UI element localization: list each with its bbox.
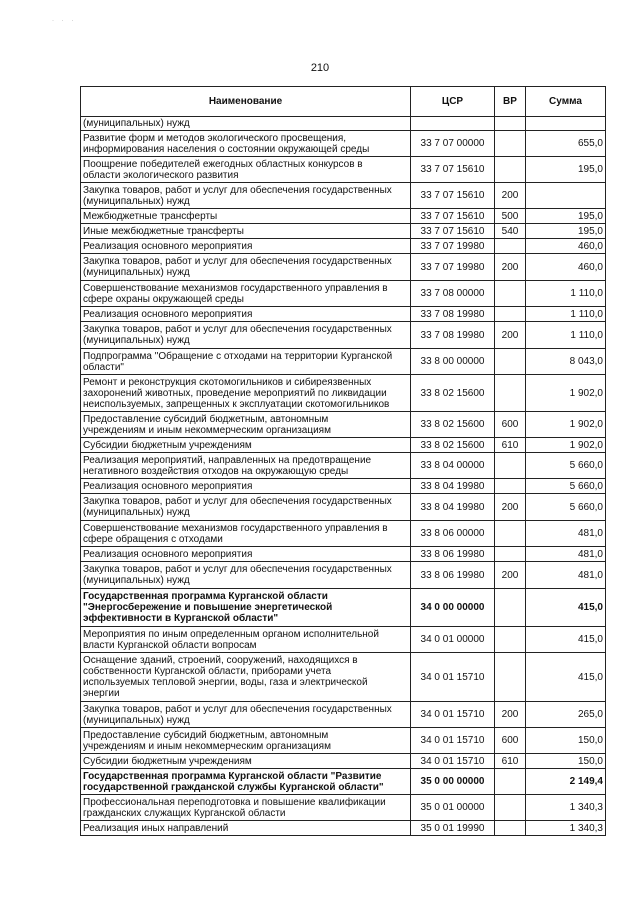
table-row bbox=[81, 728, 606, 754]
page-number: 210 bbox=[310, 62, 330, 74]
row-name-cell: Реализация основного мероприятия bbox=[81, 239, 411, 254]
row-csr-cell: 33 8 02 15600 bbox=[411, 412, 495, 438]
row-vr-cell bbox=[495, 769, 526, 795]
row-csr-cell: 34 0 01 00000 bbox=[411, 627, 495, 653]
row-name-cell: Реализация основного мероприятия bbox=[81, 307, 411, 322]
row-sum-cell: 415,0 bbox=[526, 589, 606, 627]
row-vr-cell bbox=[495, 239, 526, 254]
table-row bbox=[81, 627, 606, 653]
row-name-cell: Иные межбюджетные трансферты bbox=[81, 224, 411, 239]
row-name-cell: Оснащение зданий, строений, сооружений, находящихся в собственности Курганской области, приборами учета используемых тепловой энергии, воды, газа и электрической энергии bbox=[81, 653, 411, 702]
row-csr-cell: 33 8 06 19980 bbox=[411, 547, 495, 562]
row-name-cell: Закупка товаров, работ и услуг для обеспечения государственных (муниципальных) нужд bbox=[81, 254, 411, 281]
table-row bbox=[81, 769, 606, 795]
row-sum-cell: 1 110,0 bbox=[526, 307, 606, 322]
row-sum-cell bbox=[526, 183, 606, 209]
row-sum-cell: 1 902,0 bbox=[526, 438, 606, 453]
row-name-cell: Закупка товаров, работ и услуг для обеспечения государственных (муниципальных) нужд bbox=[81, 562, 411, 589]
row-csr-cell: 34 0 01 15710 bbox=[411, 728, 495, 754]
column-header-sum: Сумма bbox=[526, 87, 606, 117]
row-sum-cell: 195,0 bbox=[526, 224, 606, 239]
row-sum-cell: 460,0 bbox=[526, 239, 606, 254]
row-csr-cell: 33 7 07 19980 bbox=[411, 239, 495, 254]
row-sum-cell: 5 660,0 bbox=[526, 453, 606, 479]
table-row bbox=[81, 754, 606, 769]
row-name-cell: Профессиональная переподготовка и повышение квалификации гражданских служащих Курганской области bbox=[81, 795, 411, 821]
row-csr-cell bbox=[411, 117, 495, 131]
table-row bbox=[81, 322, 606, 349]
row-sum-cell: 150,0 bbox=[526, 754, 606, 769]
row-sum-cell: 481,0 bbox=[526, 547, 606, 562]
table-row bbox=[81, 157, 606, 183]
row-name-cell: Предоставление субсидий бюджетным, автономным учреждениям и иным некоммерческим организациям bbox=[81, 412, 411, 438]
table-row bbox=[81, 653, 606, 702]
row-vr-cell bbox=[495, 521, 526, 547]
row-sum-cell: 460,0 bbox=[526, 254, 606, 281]
row-name-cell: Совершенствование механизмов государственного управления в сфере охраны окружающей среды bbox=[81, 281, 411, 307]
table-body bbox=[81, 117, 606, 836]
row-csr-cell: 33 8 06 00000 bbox=[411, 521, 495, 547]
row-name-cell: Реализация основного мероприятия bbox=[81, 479, 411, 494]
row-csr-cell: 33 7 07 19980 bbox=[411, 254, 495, 281]
row-csr-cell: 34 0 01 15710 bbox=[411, 653, 495, 702]
row-vr-cell: 200 bbox=[495, 254, 526, 281]
row-vr-cell bbox=[495, 589, 526, 627]
column-header-name: Наименование bbox=[81, 87, 411, 117]
row-name-cell: Предоставление субсидий бюджетным, автономным учреждениям и иным некоммерческим организациям bbox=[81, 728, 411, 754]
row-name-cell: Реализация основного мероприятия bbox=[81, 547, 411, 562]
row-vr-cell bbox=[495, 453, 526, 479]
row-vr-cell: 610 bbox=[495, 754, 526, 769]
table-row bbox=[81, 239, 606, 254]
row-sum-cell: 5 660,0 bbox=[526, 479, 606, 494]
row-name-cell: Поощрение победителей ежегодных областных конкурсов в области экологического развития bbox=[81, 157, 411, 183]
row-sum-cell: 415,0 bbox=[526, 627, 606, 653]
row-name-cell: Закупка товаров, работ и услуг для обеспечения государственных (муниципальных) нужд bbox=[81, 702, 411, 728]
row-csr-cell: 33 8 06 19980 bbox=[411, 562, 495, 589]
row-csr-cell: 33 8 04 00000 bbox=[411, 453, 495, 479]
row-csr-cell: 33 8 02 15600 bbox=[411, 438, 495, 453]
table-row bbox=[81, 281, 606, 307]
row-name-cell: Государственная программа Курганской области "Развитие государственной гражданской службы Курганской области" bbox=[81, 769, 411, 795]
row-name-cell: Межбюджетные трансферты bbox=[81, 209, 411, 224]
row-sum-cell: 8 043,0 bbox=[526, 349, 606, 375]
row-vr-cell bbox=[495, 375, 526, 412]
row-name-cell: Закупка товаров, работ и услуг для обеспечения государственных (муниципальных) нужд bbox=[81, 183, 411, 209]
row-vr-cell bbox=[495, 307, 526, 322]
table-row bbox=[81, 562, 606, 589]
row-name-cell: Развитие форм и методов экологического просвещения, информирования населения о состоянии окружающей среды bbox=[81, 131, 411, 157]
row-vr-cell: 600 bbox=[495, 728, 526, 754]
table-row bbox=[81, 224, 606, 239]
row-name-cell: Подпрограмма "Обращение с отходами на территории Курганской области" bbox=[81, 349, 411, 375]
row-vr-cell bbox=[495, 627, 526, 653]
row-name-cell: Реализация иных направлений bbox=[81, 821, 411, 836]
table-row bbox=[81, 479, 606, 494]
table-row bbox=[81, 547, 606, 562]
column-header-csr: ЦСР bbox=[411, 87, 495, 117]
row-csr-cell: 33 7 07 15610 bbox=[411, 157, 495, 183]
row-vr-cell bbox=[495, 157, 526, 183]
table-row bbox=[81, 307, 606, 322]
row-csr-cell: 33 7 08 19980 bbox=[411, 322, 495, 349]
row-vr-cell bbox=[495, 349, 526, 375]
table-row bbox=[81, 412, 606, 438]
row-sum-cell: 265,0 bbox=[526, 702, 606, 728]
row-vr-cell: 200 bbox=[495, 322, 526, 349]
row-csr-cell: 33 8 04 19980 bbox=[411, 494, 495, 521]
table-row bbox=[81, 494, 606, 521]
table-row bbox=[81, 453, 606, 479]
table-row bbox=[81, 795, 606, 821]
table-row bbox=[81, 131, 606, 157]
table-row bbox=[81, 821, 606, 836]
row-name-cell: Государственная программа Курганской области "Энергосбережение и повышение энергетической эффективности в Курганской области" bbox=[81, 589, 411, 627]
row-sum-cell: 5 660,0 bbox=[526, 494, 606, 521]
row-name-cell: Закупка товаров, работ и услуг для обеспечения государственных (муниципальных) нужд bbox=[81, 322, 411, 349]
row-vr-cell bbox=[495, 131, 526, 157]
table-row bbox=[81, 349, 606, 375]
row-name-cell: Закупка товаров, работ и услуг для обеспечения государственных (муниципальных) нужд bbox=[81, 494, 411, 521]
row-csr-cell: 33 7 08 00000 bbox=[411, 281, 495, 307]
row-vr-cell: 200 bbox=[495, 494, 526, 521]
table-row bbox=[81, 589, 606, 627]
row-sum-cell: 1 340,3 bbox=[526, 821, 606, 836]
row-csr-cell: 35 0 01 00000 bbox=[411, 795, 495, 821]
row-csr-cell: 33 8 04 19980 bbox=[411, 479, 495, 494]
row-csr-cell: 33 7 08 19980 bbox=[411, 307, 495, 322]
row-sum-cell: 150,0 bbox=[526, 728, 606, 754]
row-csr-cell: 33 7 07 00000 bbox=[411, 131, 495, 157]
row-sum-cell: 195,0 bbox=[526, 157, 606, 183]
row-sum-cell: 1 902,0 bbox=[526, 412, 606, 438]
table-row bbox=[81, 183, 606, 209]
row-csr-cell: 33 7 07 15610 bbox=[411, 224, 495, 239]
row-csr-cell: 34 0 00 00000 bbox=[411, 589, 495, 627]
row-vr-cell bbox=[495, 117, 526, 131]
row-sum-cell: 415,0 bbox=[526, 653, 606, 702]
row-csr-cell: 33 8 02 15600 bbox=[411, 375, 495, 412]
row-csr-cell: 33 8 00 00000 bbox=[411, 349, 495, 375]
row-csr-cell: 33 7 07 15610 bbox=[411, 183, 495, 209]
table-row bbox=[81, 117, 606, 131]
row-name-cell: Мероприятия по иным определенным органом исполнительной власти Курганской области вопросам bbox=[81, 627, 411, 653]
row-sum-cell: 481,0 bbox=[526, 521, 606, 547]
table-row bbox=[81, 209, 606, 224]
row-vr-cell: 200 bbox=[495, 702, 526, 728]
row-sum-cell: 655,0 bbox=[526, 131, 606, 157]
row-vr-cell: 200 bbox=[495, 183, 526, 209]
row-vr-cell: 500 bbox=[495, 209, 526, 224]
row-vr-cell bbox=[495, 547, 526, 562]
table-header-row bbox=[81, 87, 606, 117]
row-csr-cell: 34 0 01 15710 bbox=[411, 754, 495, 769]
row-vr-cell bbox=[495, 821, 526, 836]
row-csr-cell: 33 7 07 15610 bbox=[411, 209, 495, 224]
row-name-cell: Субсидии бюджетным учреждениям bbox=[81, 438, 411, 453]
row-sum-cell: 2 149,4 bbox=[526, 769, 606, 795]
row-vr-cell: 600 bbox=[495, 412, 526, 438]
row-vr-cell bbox=[495, 479, 526, 494]
row-vr-cell bbox=[495, 653, 526, 702]
row-name-cell: Субсидии бюджетным учреждениям bbox=[81, 754, 411, 769]
row-csr-cell: 35 0 00 00000 bbox=[411, 769, 495, 795]
row-csr-cell: 34 0 01 15710 bbox=[411, 702, 495, 728]
row-csr-cell: 35 0 01 19990 bbox=[411, 821, 495, 836]
table-row bbox=[81, 375, 606, 412]
row-name-cell: Совершенствование механизмов государственного управления в сфере обращения с отходами bbox=[81, 521, 411, 547]
row-vr-cell bbox=[495, 281, 526, 307]
row-name-cell: (муниципальных) нужд bbox=[81, 117, 411, 131]
row-sum-cell: 195,0 bbox=[526, 209, 606, 224]
row-sum-cell: 1 110,0 bbox=[526, 322, 606, 349]
row-vr-cell: 540 bbox=[495, 224, 526, 239]
row-vr-cell: 610 bbox=[495, 438, 526, 453]
row-sum-cell bbox=[526, 117, 606, 131]
table-row bbox=[81, 254, 606, 281]
row-sum-cell: 1 340,3 bbox=[526, 795, 606, 821]
row-vr-cell bbox=[495, 795, 526, 821]
column-header-vr: ВР bbox=[495, 87, 526, 117]
row-sum-cell: 1 902,0 bbox=[526, 375, 606, 412]
row-name-cell: Реализация мероприятий, направленных на предотвращение негативного воздействия отходов на окружающую среды bbox=[81, 453, 411, 479]
row-sum-cell: 481,0 bbox=[526, 562, 606, 589]
budget-table bbox=[80, 86, 606, 836]
table-row bbox=[81, 521, 606, 547]
scan-artifact: · · · bbox=[52, 18, 77, 24]
table-row bbox=[81, 438, 606, 453]
row-name-cell: Ремонт и реконструкция скотомогильников и сибиреязвенных захоронений животных, проведение мероприятий по ликвидации неиспользуемых, запрещенных к эксплуатации скотомогильников bbox=[81, 375, 411, 412]
row-vr-cell: 200 bbox=[495, 562, 526, 589]
row-sum-cell: 1 110,0 bbox=[526, 281, 606, 307]
table-row bbox=[81, 702, 606, 728]
